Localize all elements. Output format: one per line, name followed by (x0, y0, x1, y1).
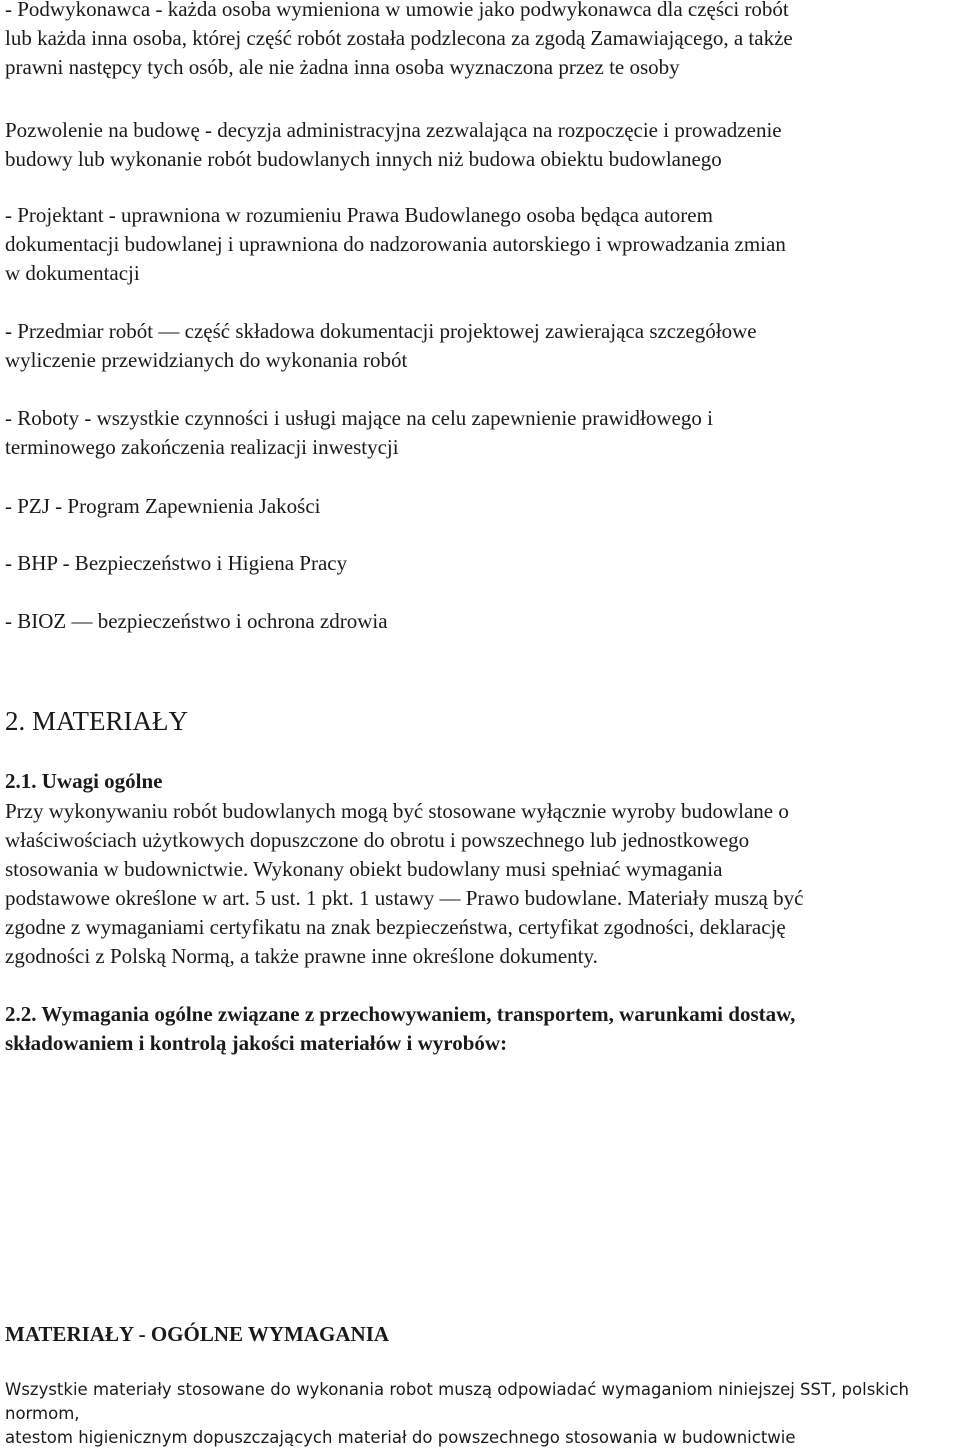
definition-pzj: - PZJ - Program Zapewnienia Jakości (5, 494, 321, 518)
definition-bhp: - BHP - Bezpieczeństwo i Higiena Pracy (5, 551, 348, 575)
general-requirements-body: Wszystkie materiały stosowane do wykonania robot muszą odpowiadać wymaganiom niniejszej SST, polskich normom, atestom higienicznym dopuszczających materiał do powszechnego stosowania w budownictwie (5, 1380, 909, 1447)
definition-bioz: - BIOZ — bezpieczeństwo i ochrona zdrowia (5, 609, 388, 633)
definition-roboty: - Roboty - wszystkie czynności i usługi mające na celu zapewnienie prawidłowego i terminowego zakończenia realizacji inwestycji (5, 406, 713, 459)
subsection-body-uwagi-ogolne: Przy wykonywaniu robót budowlanych mogą być stosowane wyłącznie wyroby budowlane o właściwościach użytkowych dopuszczone do obrotu i powszechnego lub jednostkowego stosowania w budownictwie. Wykonany obiekt budowlany musi spełniać wymagania podstawowe określone w art. 5 ust. 1 pkt. 1 ustawy — Prawo budowlane. Materiały muszą być zgodne z wymaganiami certyfikatu na znak bezpieczeństwa, certyfikat zgodności, deklarację zgodności z Polską Normą, a także prawne inne określone dokumenty. (5, 799, 804, 968)
definition-projektant: - Projektant - uprawniona w rozumieniu Prawa Budowlanego osoba będąca autorem dokumentacji budowlanej i uprawniona do nadzorowania autorskiego i wprowadzania zmian w dokumentacji (5, 203, 786, 285)
subsection-heading-wymagania-ogolne: 2.2. Wymagania ogólne związane z przechowywaniem, transportem, warunkami dostaw, składowaniem i kontrolą jakości materiałów i wyrobów: (5, 1002, 796, 1055)
definition-przedmiar-robot: - Przedmiar robót — część składowa dokumentacji projektowej zawierająca szczegółowe wyliczenie przewidzianych do wykonania robót (5, 319, 757, 372)
definition-pozwolenie-na-budowe: Pozwolenie na budowę - decyzja administracyjna zezwalająca na rozpoczęcie i prowadzenie budowy lub wykonanie robót budowlanych innych niż budowa obiektu budowlanego (5, 118, 782, 171)
definition-podwykonawca: - Podwykonawca - każda osoba wymieniona w umowie jako podwykonawca dla części robót lub każda inna osoba, której część robót została podzlecona za zgodą Zamawiającego, a także prawni następcy tych osób, ale nie żadna inna osoba wyznaczona przez te osoby (5, 0, 793, 79)
subsection-heading-uwagi-ogolne: 2.1. Uwagi ogólne (5, 769, 163, 793)
general-requirements-heading: MATERIAŁY - OGÓLNE WYMAGANIA (5, 1322, 390, 1346)
section-heading-materialy: 2. MATERIAŁY (5, 706, 188, 736)
